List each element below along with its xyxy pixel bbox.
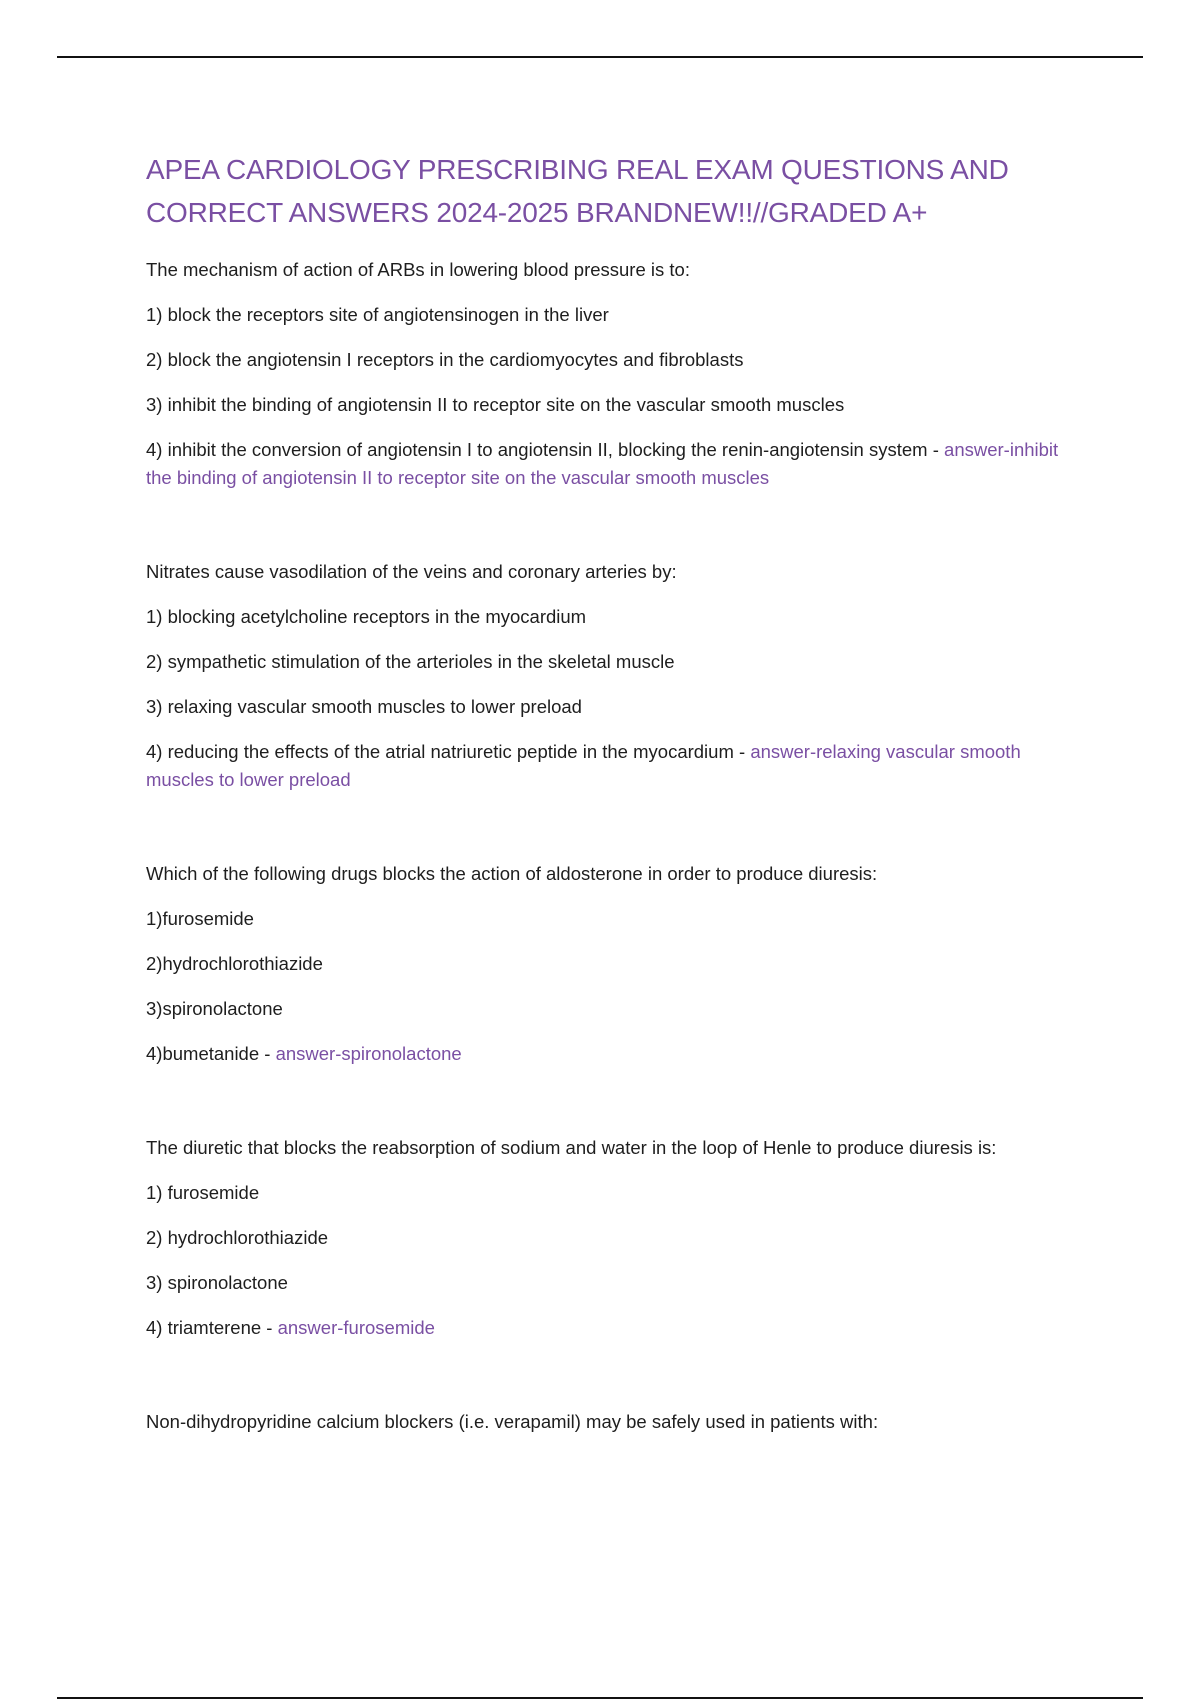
option-3: 3) inhibit the binding of angiotensin II to receptor site on the vascular smooth muscles bbox=[146, 394, 845, 415]
option-2: 2)hydrochlorothiazide bbox=[146, 953, 323, 974]
option-1: 1) blocking acetylcholine receptors in the myocardium bbox=[146, 606, 587, 627]
bottom-rule bbox=[57, 1697, 1143, 1699]
answer: answer-relaxing vascular smooth muscles to lower preload bbox=[146, 741, 1021, 790]
question-text: The diuretic that blocks the reabsorption of sodium and water in the loop of Henle to produce diuresis is: bbox=[146, 1137, 997, 1158]
option-3: 3) relaxing vascular smooth muscles to lower preload bbox=[146, 696, 582, 717]
title-line-2: CORRECT ANSWERS 2024-2025 BRANDNEW!!//GRADED A+ bbox=[146, 197, 928, 228]
document-title bbox=[146, 148, 1076, 234]
option-4-with-answer bbox=[146, 1040, 1076, 1068]
question-text: Which of the following drugs blocks the action of aldosterone in order to produce diuresis: bbox=[146, 863, 878, 884]
question-5 bbox=[146, 1408, 1076, 1436]
answer: answer-furosemide bbox=[277, 1317, 435, 1338]
question-3 bbox=[146, 860, 1076, 1068]
option-3: 3) spironolactone bbox=[146, 1272, 288, 1293]
option-4-with-answer bbox=[146, 738, 1076, 794]
question-1 bbox=[146, 256, 1076, 492]
option-2: 2) block the angiotensin I receptors in the cardiomyocytes and fibroblasts bbox=[146, 349, 744, 370]
option-1: 1) furosemide bbox=[146, 1182, 260, 1203]
option-2: 2) sympathetic stimulation of the arterioles in the skeletal muscle bbox=[146, 651, 675, 672]
top-rule bbox=[57, 56, 1143, 58]
option-4-with-answer bbox=[146, 1314, 1076, 1342]
option-4: 4) triamterene - bbox=[146, 1317, 278, 1338]
title-line-1: APEA CARDIOLOGY PRESCRIBING REAL EXAM QUESTIONS AND bbox=[146, 154, 1009, 185]
answer: answer-spironolactone bbox=[275, 1043, 462, 1064]
document-body bbox=[146, 148, 1076, 1453]
option-3: 3)spironolactone bbox=[146, 998, 283, 1019]
answer: answer-inhibit the binding of angiotensin II to receptor site on the vascular smooth muscles bbox=[146, 439, 1059, 488]
question-4 bbox=[146, 1134, 1076, 1342]
option-4: 4) inhibit the conversion of angiotensin I to angiotensin II, blocking the renin-angiotensin system - bbox=[146, 439, 945, 460]
question-2 bbox=[146, 558, 1076, 794]
question-text: Non-dihydropyridine calcium blockers (i.e. verapamil) may be safely used in patients with: bbox=[146, 1411, 879, 1432]
question-text: The mechanism of action of ARBs in lowering blood pressure is to: bbox=[146, 259, 690, 280]
option-4: 4)bumetanide - bbox=[146, 1043, 276, 1064]
option-4-with-answer bbox=[146, 436, 1076, 492]
option-1: 1) block the receptors site of angiotensinogen in the liver bbox=[146, 304, 609, 325]
option-4: 4) reducing the effects of the atrial natriuretic peptide in the myocardium - bbox=[146, 741, 751, 762]
question-text: Nitrates cause vasodilation of the veins and coronary arteries by: bbox=[146, 561, 677, 582]
option-2: 2) hydrochlorothiazide bbox=[146, 1227, 329, 1248]
option-1: 1)furosemide bbox=[146, 908, 254, 929]
